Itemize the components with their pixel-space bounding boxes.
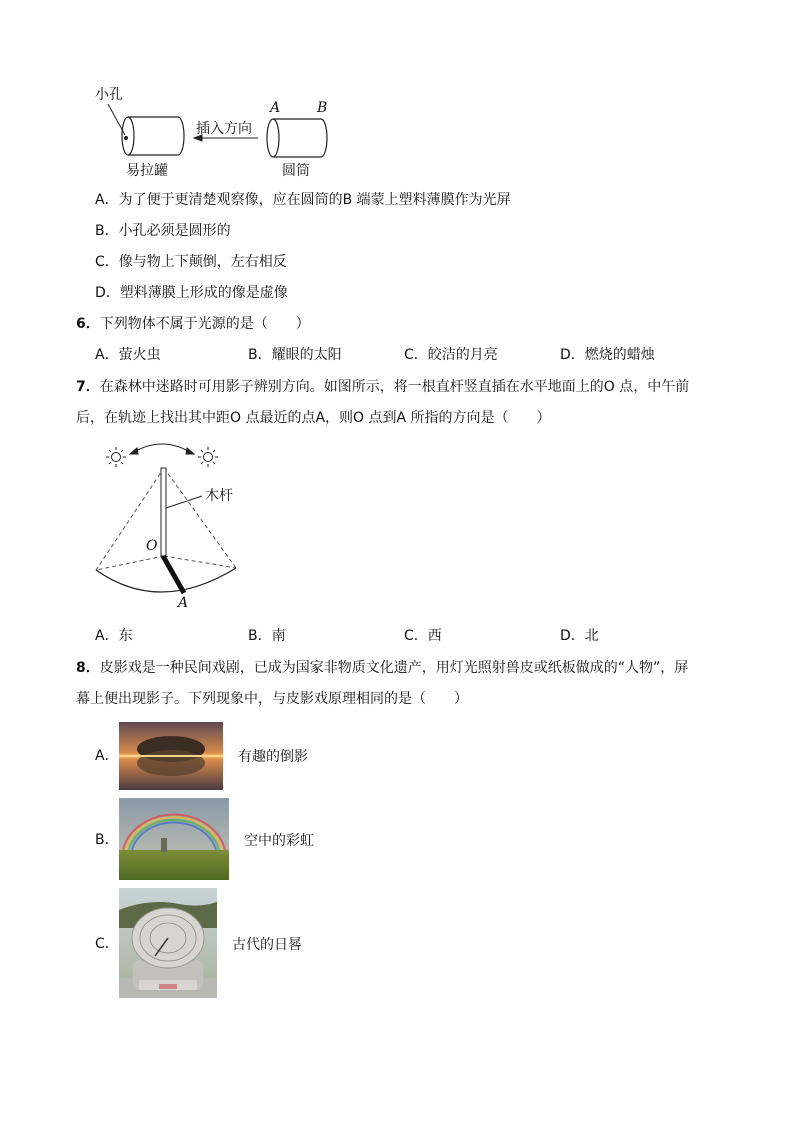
q7-stem-line2: 后，在轨迹上找出其中距O 点最近的点A，则O 点到A 所指的方向是（ ） — [76, 410, 551, 426]
q8-number: 8． — [76, 660, 100, 676]
end-b-label: B — [317, 100, 328, 116]
pinhole-camera-figure — [90, 80, 350, 180]
q5-option-d: D．塑料薄膜上形成的像是虚像 — [95, 285, 288, 301]
shadow-track — [96, 568, 236, 592]
q7-option-d: D．北 — [560, 628, 599, 644]
can-label: 易拉罐 — [126, 163, 168, 179]
q7-option-c: C．西 — [404, 628, 442, 644]
rainbow-photo — [119, 798, 229, 880]
q8-option-b-letter: B． — [95, 832, 119, 848]
point-o-label: O — [146, 538, 158, 554]
pole-pointer-line — [166, 496, 202, 508]
hole-pointer-line — [108, 104, 125, 135]
q6-option-c: C．皎洁的月亮 — [404, 347, 498, 363]
pole-label: 木杆 — [205, 488, 233, 504]
sundial-photo — [119, 888, 217, 998]
pinhole-dot — [124, 136, 128, 140]
q6-stem-text: 下列物体不属于光源的是（ ） — [99, 316, 310, 332]
q5-option-b: B．小孔必须是圆形的 — [95, 223, 231, 239]
shadow-drawing — [90, 440, 250, 615]
q8-option-c-letter: C． — [95, 936, 119, 952]
q7-option-b: B．南 — [248, 628, 286, 644]
direction-label: 插入方向 — [196, 121, 252, 137]
reflection-photo — [119, 722, 223, 790]
q6-number: 6． — [76, 316, 100, 332]
q7-number: 7． — [76, 379, 100, 395]
q8-stem-line2: 幕上便出现影子。下列现象中，与皮影戏原理相同的是（ ） — [76, 691, 468, 707]
sun-path-arrow — [130, 444, 194, 454]
point-a-label: A — [178, 595, 189, 611]
sun-icon-left — [106, 447, 126, 467]
q8-option-a-letter: A． — [95, 748, 119, 764]
q7-option-a: A．东 — [95, 628, 133, 644]
q8-option-b-caption: 空中的彩虹 — [244, 833, 314, 849]
hole-label: 小孔 — [95, 87, 123, 103]
tube-shape — [267, 119, 327, 157]
q6-option-a: A．萤火虫 — [95, 347, 161, 363]
end-a-label: A — [270, 100, 281, 116]
pole-shape — [161, 468, 166, 556]
q8-option-c-caption: 古代的日晷 — [232, 937, 302, 953]
q8-stem-line1 — [76, 658, 688, 678]
q6-option-b: B．耀眼的太阳 — [248, 347, 342, 363]
can-shape — [122, 117, 184, 155]
shadow-figure — [90, 440, 250, 615]
tube-label: 圆筒 — [282, 163, 310, 179]
q6-option-d: D．燃烧的蜡烛 — [560, 347, 655, 363]
q5-option-c: C．像与物上下颠倒，左右相反 — [95, 254, 287, 270]
q7-stem-line1 — [76, 377, 689, 397]
q8-option-a-caption: 有趣的倒影 — [238, 749, 308, 765]
q7-stem-text-1: 在森林中迷路时可用影子辨别方向。如图所示，将一根直杆竖直插在水平地面上的O 点，中午前 — [99, 379, 690, 395]
q6-stem — [76, 314, 310, 334]
sun-icon-right — [198, 447, 218, 467]
q5-option-a: A．为了便于更清楚观察像，应在圆筒的B 端蒙上塑料薄膜作为光屏 — [95, 192, 511, 208]
shadow-line — [163, 556, 184, 593]
q8-stem-text-1: 皮影戏是一种民间戏剧，已成为国家非物质文化遗产，用灯光照射兽皮或纸板做成的“人物”，屏 — [99, 660, 689, 676]
